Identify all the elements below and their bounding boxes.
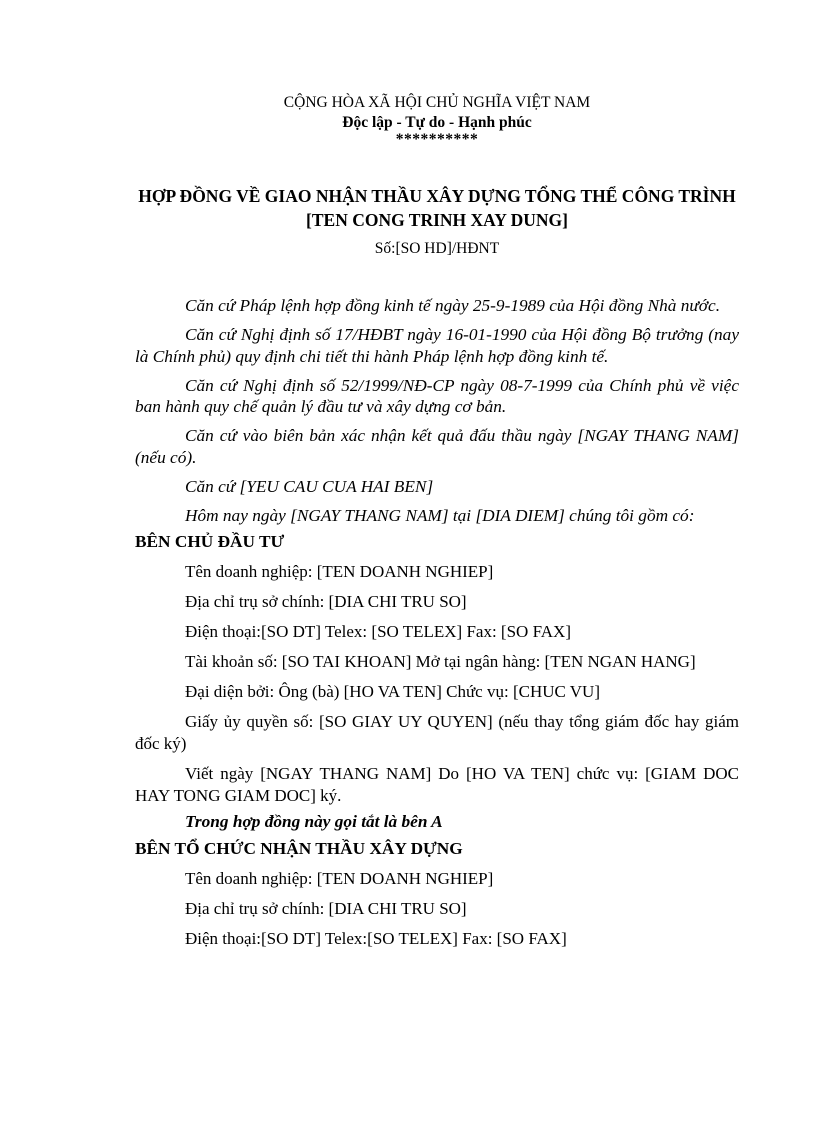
document-page [135,92,739,950]
legal-basis-2: Căn cứ Nghị định số 17/HĐBT ngày 16-01-1990 của Hội đồng Bộ trưởng (nay là Chính phủ) quy định chi tiết thi hành Pháp lệnh hợp đồng kinh tế. [135,325,739,366]
party-a-authorization: Giấy ủy quyền số: [SO GIAY UY QUYEN] (nếu thay tổng giám đốc hay giám đốc ký) [135,712,739,753]
party-a-company: Tên doanh nghiệp: [TEN DOANH NGHIEP] [185,562,494,581]
legal-basis-3: Căn cứ Nghị định số 52/1999/NĐ-CP ngày 08-7-1999 của Chính phủ về việc ban hành quy chế quản lý đầu tư và xây dựng cơ bản. [135,375,739,416]
party-a-heading: BÊN CHỦ ĐẦU TƯ [135,532,285,551]
header-separator: ********** [395,131,479,148]
party-a-representative: Đại diện bởi: Ông (bà) [HO VA TEN] Chức vụ: [CHUC VU] [185,682,600,701]
party-b-heading: BÊN TỔ CHỨC NHẬN THẦU XÂY DỰNG [135,839,463,858]
party-a-address: Địa chỉ trụ sở chính: [DIA CHI TRU SO] [185,592,467,611]
party-b-address: Địa chỉ trụ sở chính: [DIA CHI TRU SO] [185,899,467,918]
contract-title: HỢP ĐỒNG VỀ GIAO NHẬN THẦU XÂY DỰNG TỔNG THỂ CÔNG TRÌNH [TEN CONG TRINH XAY DUNG] [138,186,736,230]
party-a-contact: Điện thoại:[SO DT] Telex: [SO TELEX] Fax: [SO FAX] [185,622,571,641]
national-title: CỘNG HÒA XÃ HỘI CHỦ NGHĨA VIỆT NAM [283,94,591,111]
legal-basis-4: Căn cứ vào biên bản xác nhận kết quả đấu thầu ngày [NGAY THANG NAM] (nếu có). [135,426,739,467]
party-a-note: Trong hợp đồng này gọi tắt là bên A [185,812,443,831]
meeting-statement: Hôm nay ngày [NGAY THANG NAM] tại [DIA DIEM] chúng tôi gồm có: [185,505,695,525]
legal-basis-1: Căn cứ Pháp lệnh hợp đồng kinh tế ngày 25-9-1989 của Hội đồng Nhà nước. [185,296,721,315]
party-b-company: Tên doanh nghiệp: [TEN DOANH NGHIEP] [185,869,494,888]
party-a-account: Tài khoản số: [SO TAI KHOAN] Mở tại ngân hàng: [TEN NGAN HANG] [185,652,696,671]
national-motto: Độc lập - Tự do - Hạnh phúc [342,114,532,131]
party-a-signed: Viết ngày [NGAY THANG NAM] Do [HO VA TEN] chức vụ: [GIAM DOC HAY TONG GIAM DOC] ký. [135,764,739,805]
legal-basis-5: Căn cứ [YEU CAU CUA HAI BEN] [185,476,434,496]
contract-number: Số:[SO HD]/HĐNT [374,240,500,257]
party-b-contact: Điện thoại:[SO DT] Telex:[SO TELEX] Fax: [SO FAX] [185,929,567,948]
